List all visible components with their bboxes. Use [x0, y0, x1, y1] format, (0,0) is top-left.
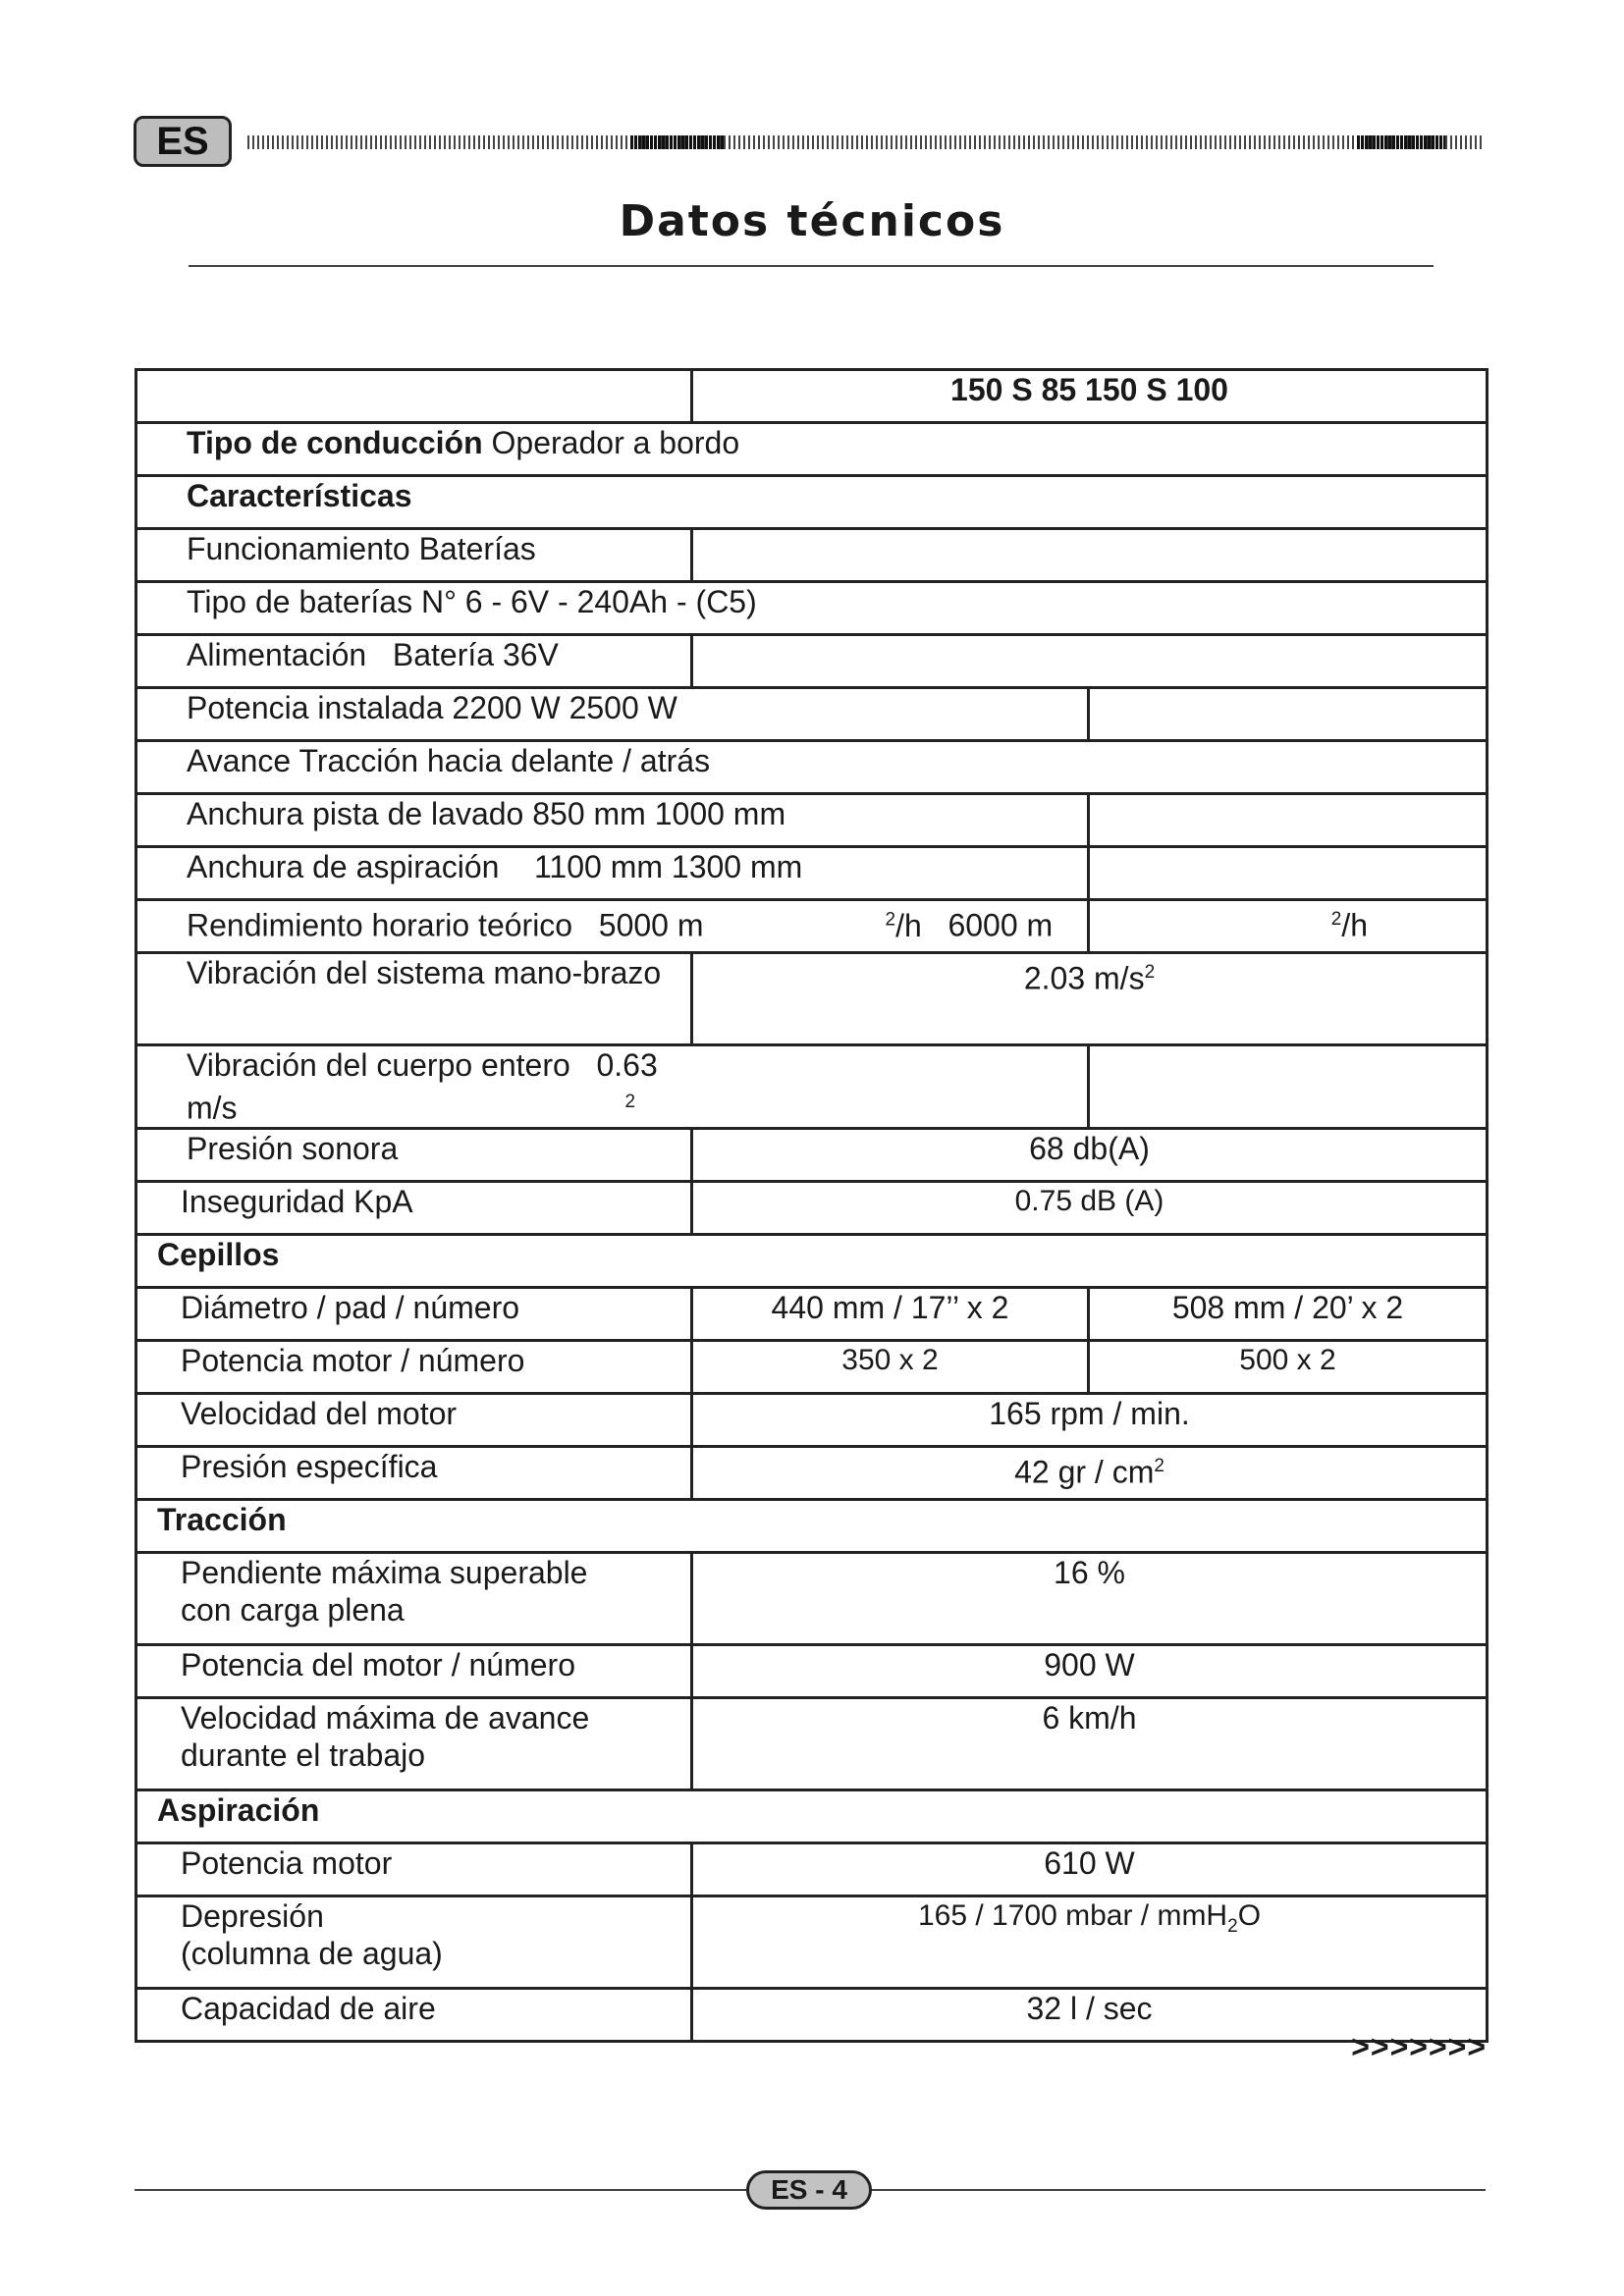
- row-label: Potencia instalada 2200 W 2500 W: [136, 688, 1089, 741]
- row-value: 500 x 2: [1089, 1340, 1488, 1393]
- row-label: Potencia motor / número: [136, 1340, 692, 1393]
- section-heading: Tracción: [136, 1499, 1488, 1552]
- table-row: [136, 370, 1488, 423]
- row-label: Diámetro / pad / número: [136, 1287, 692, 1340]
- row-value: 350 x 2: [692, 1340, 1089, 1393]
- row-value: 5000 m: [598, 907, 704, 943]
- unit: /h: [895, 907, 922, 943]
- row-label: Funcionamiento Baterías: [136, 529, 692, 582]
- row-value: 0.75 dB (A): [692, 1181, 1488, 1234]
- table-row: [136, 1045, 1488, 1129]
- table-row: [136, 1446, 1488, 1499]
- row-label: Velocidad máxima de avance durante el trabajo: [136, 1697, 692, 1789]
- row-value: 0.63 m/s: [187, 1047, 658, 1126]
- row-label: Avance Tracción hacia delante / atrás: [136, 741, 1488, 794]
- row-value: 16 %: [692, 1552, 1488, 1644]
- row-label: Rendimiento horario teórico: [187, 907, 573, 943]
- section-heading: Cepillos: [136, 1234, 1488, 1287]
- row-label: Potencia motor: [136, 1842, 692, 1896]
- page-title: Datos técnicos: [619, 196, 1005, 246]
- language-badge: ES: [134, 116, 232, 167]
- table-cell: [1089, 900, 1488, 953]
- title-divider: [189, 265, 1434, 267]
- table-row: [136, 688, 1488, 741]
- table-row: [136, 1697, 1488, 1789]
- table-row: [136, 741, 1488, 794]
- table-row: [136, 1499, 1488, 1552]
- header-rule: [247, 135, 1483, 149]
- table-cell: [1089, 688, 1488, 741]
- row-value: 42 gr / $cm^2$: [692, 1446, 1488, 1499]
- table-row: [136, 1644, 1488, 1697]
- unit-exponent: 2: [885, 909, 896, 930]
- table-row: [136, 582, 1488, 635]
- row-label: Pendiente máxima superable con carga plena: [136, 1552, 692, 1644]
- row-label: Depresión (columna de agua): [136, 1896, 692, 1988]
- row-value: 68 db(A): [692, 1128, 1488, 1181]
- row-value: 6 km/h: [692, 1697, 1488, 1789]
- row-value: 32 l / sec: [692, 1988, 1488, 2041]
- table-row: [136, 794, 1488, 847]
- table-row: [136, 1393, 1488, 1446]
- row-label: Velocidad del motor: [136, 1393, 692, 1446]
- row-label: Presión sonora: [136, 1128, 692, 1181]
- unit-exponent: 2: [624, 1092, 636, 1112]
- table-cell: [136, 370, 692, 423]
- table-cell: [1089, 794, 1488, 847]
- table-row: [136, 635, 1488, 688]
- row-label: Inseguridad KpA: [136, 1181, 692, 1234]
- table-cell: [692, 529, 1488, 582]
- table-row: [136, 847, 1488, 900]
- table-row: [136, 423, 1488, 476]
- table-row: [136, 1552, 1488, 1644]
- table-row: [136, 529, 1488, 582]
- table-row: [136, 900, 1488, 953]
- table-cell: [136, 423, 1488, 476]
- section-heading: Aspiración: [136, 1789, 1488, 1842]
- table-row: [136, 1128, 1488, 1181]
- row-label: Anchura de aspiración 1100 mm 1300 mm: [136, 847, 1089, 900]
- table-row: [136, 1988, 1488, 2041]
- row-label: Vibración del sistema mano-brazo: [136, 953, 692, 1045]
- row-value: 440 mm / 17’’ x 2: [692, 1287, 1089, 1340]
- row-label: Anchura pista de lavado 850 mm 1000 mm: [136, 794, 1089, 847]
- row-label: Tipo de conducción: [187, 425, 483, 460]
- row-label: Tipo de baterías N° 6 - 6V - 240Ah - (C5): [136, 582, 1488, 635]
- page-number: ES - 4: [746, 2170, 872, 2210]
- row-value: 165 / 1700 mbar / mmH$_2$O: [692, 1896, 1488, 1988]
- table-row: [136, 1340, 1488, 1393]
- row-label: Capacidad de aire: [136, 1988, 692, 2041]
- row-label: Presión específica: [136, 1446, 692, 1499]
- section-heading: Características: [136, 476, 1488, 529]
- row-label: Vibración del cuerpo entero: [187, 1047, 570, 1083]
- row-value: 165 rpm / min.: [692, 1393, 1488, 1446]
- table-row: [136, 953, 1488, 1045]
- table-cell: [136, 1045, 1089, 1129]
- table-row: [136, 1842, 1488, 1896]
- table-row: [136, 1234, 1488, 1287]
- table-row: [136, 476, 1488, 529]
- table-cell: [136, 900, 1089, 953]
- table-row: [136, 1287, 1488, 1340]
- model-header: 150 S 85 150 S 100: [692, 370, 1488, 423]
- row-label: Alimentación Batería 36V: [136, 635, 692, 688]
- table-cell: [692, 635, 1488, 688]
- continue-arrows: >>>>>>>: [1351, 2029, 1487, 2064]
- table-row: [136, 1896, 1488, 1988]
- row-value: 610 W: [692, 1842, 1488, 1896]
- spec-table: [135, 368, 1489, 2043]
- row-value: 6000 m: [947, 907, 1054, 943]
- table-row: [136, 1789, 1488, 1842]
- table-cell: [1089, 847, 1488, 900]
- row-label: Potencia del motor / número: [136, 1644, 692, 1697]
- row-value: Operador a bordo: [491, 425, 740, 460]
- unit-exponent: 2: [1330, 909, 1342, 930]
- row-value: 900 W: [692, 1644, 1488, 1697]
- row-value: 508 mm / 20’ x 2: [1089, 1287, 1488, 1340]
- unit: /h: [1341, 907, 1368, 943]
- table-row: [136, 1181, 1488, 1234]
- table-cell: [1089, 1045, 1488, 1129]
- row-value: 2.03 $m/s^2$: [692, 953, 1488, 1045]
